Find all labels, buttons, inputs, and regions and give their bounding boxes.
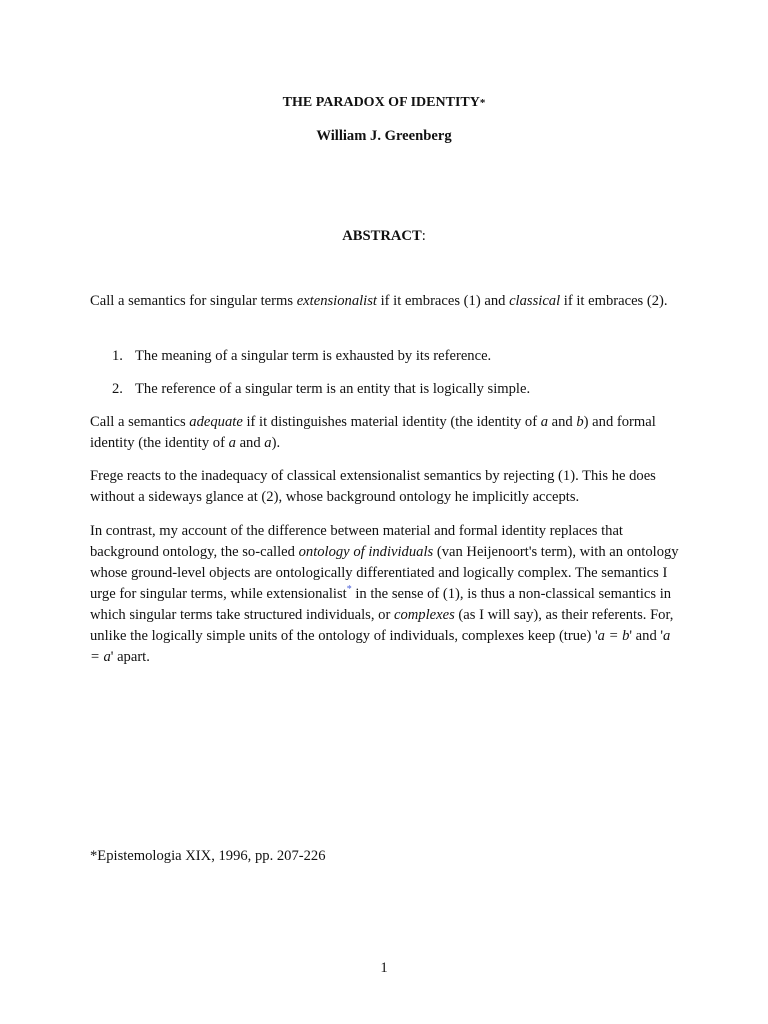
p1-text-3: if it embraces (2).: [560, 293, 668, 309]
title-text: THE PARADOX OF IDENTITY: [282, 95, 480, 110]
abstract-heading: [0, 228, 768, 245]
p4-formula-ab: a = b: [597, 628, 630, 644]
list-text: The reference of a singular term is an entity that is logically simple.: [135, 381, 531, 397]
list-number: 2.: [112, 381, 123, 397]
p2-text-2: if it distinguishes material identity (the identity of: [242, 414, 541, 430]
list-number: 1.: [112, 348, 123, 364]
p2-var: a: [228, 435, 236, 451]
paper-title: [0, 95, 768, 111]
list-text: The meaning of a singular term is exhausted by its reference.: [135, 348, 492, 364]
p1-term-extensionalist: extensionalist: [296, 293, 377, 309]
p2-text-5: and: [235, 435, 265, 451]
p2-var: a: [540, 414, 548, 430]
p4-term-complexes: complexes: [393, 607, 455, 623]
p4-text-2: (van Heijenoort's term), with an ontology whose ground-level objects are ontologically differentiated and logically complex. The semantics I urge for singular terms, while extensionalist: [90, 544, 679, 602]
paper-author: William J. Greenberg: [316, 128, 452, 144]
paragraph-adequate: [90, 412, 682, 454]
list-item-2: [112, 379, 682, 400]
footnote-link[interactable]: *: [346, 584, 352, 596]
p4-text-4: (as I will say), as their referents. For, unlike the logically simple units of the ontology of individuals, complexes keep (true) ': [90, 607, 674, 644]
p4-text-5: ' and ': [629, 628, 664, 644]
p4-term-ontology: ontology of individuals: [298, 544, 434, 560]
p4-text-6: ' apart.: [110, 649, 150, 665]
p1-text-2: if it embraces (1) and: [376, 293, 510, 309]
abstract-colon: :: [421, 228, 426, 244]
p2-text-4: ) and formal identity (the identity of: [90, 414, 656, 451]
p2-term-adequate: adequate: [189, 414, 243, 430]
p1-text-1: Call a semantics for singular terms: [90, 293, 297, 309]
p2-var: a: [264, 435, 272, 451]
title-footnote-mark: *: [479, 97, 486, 109]
abstract-label: ABSTRACT: [342, 228, 422, 244]
p2-text-3: and: [548, 414, 577, 430]
p4-formula-aa: a = a: [90, 628, 671, 665]
p2-var: b: [576, 414, 584, 430]
publication-footnote: *Epistemologia XIX, 1996, pp. 207-226: [90, 848, 326, 864]
paragraph-definitions: [90, 291, 682, 312]
p1-term-classical: classical: [509, 293, 561, 309]
p2-text-6: ).: [271, 435, 281, 451]
paragraph-frege: Frege reacts to the inadequacy of classical extensionalist semantics by rejecting (1). This he does without a sideways glance at (2), whose background ontology he implicitly accepts.: [90, 468, 656, 505]
paragraph-contrast: [90, 521, 682, 668]
list-item-1: [112, 346, 682, 367]
p2-text-1: Call a semantics: [90, 414, 190, 430]
p4-text-3: in the sense of (1), is thus a non-classical semantics in which singular terms take structured individuals, or: [90, 586, 672, 623]
p4-text-1: In contrast, my account of the difference between material and formal identity replaces that background ontology, the so-called: [90, 523, 623, 560]
page-number: 1: [380, 960, 388, 976]
